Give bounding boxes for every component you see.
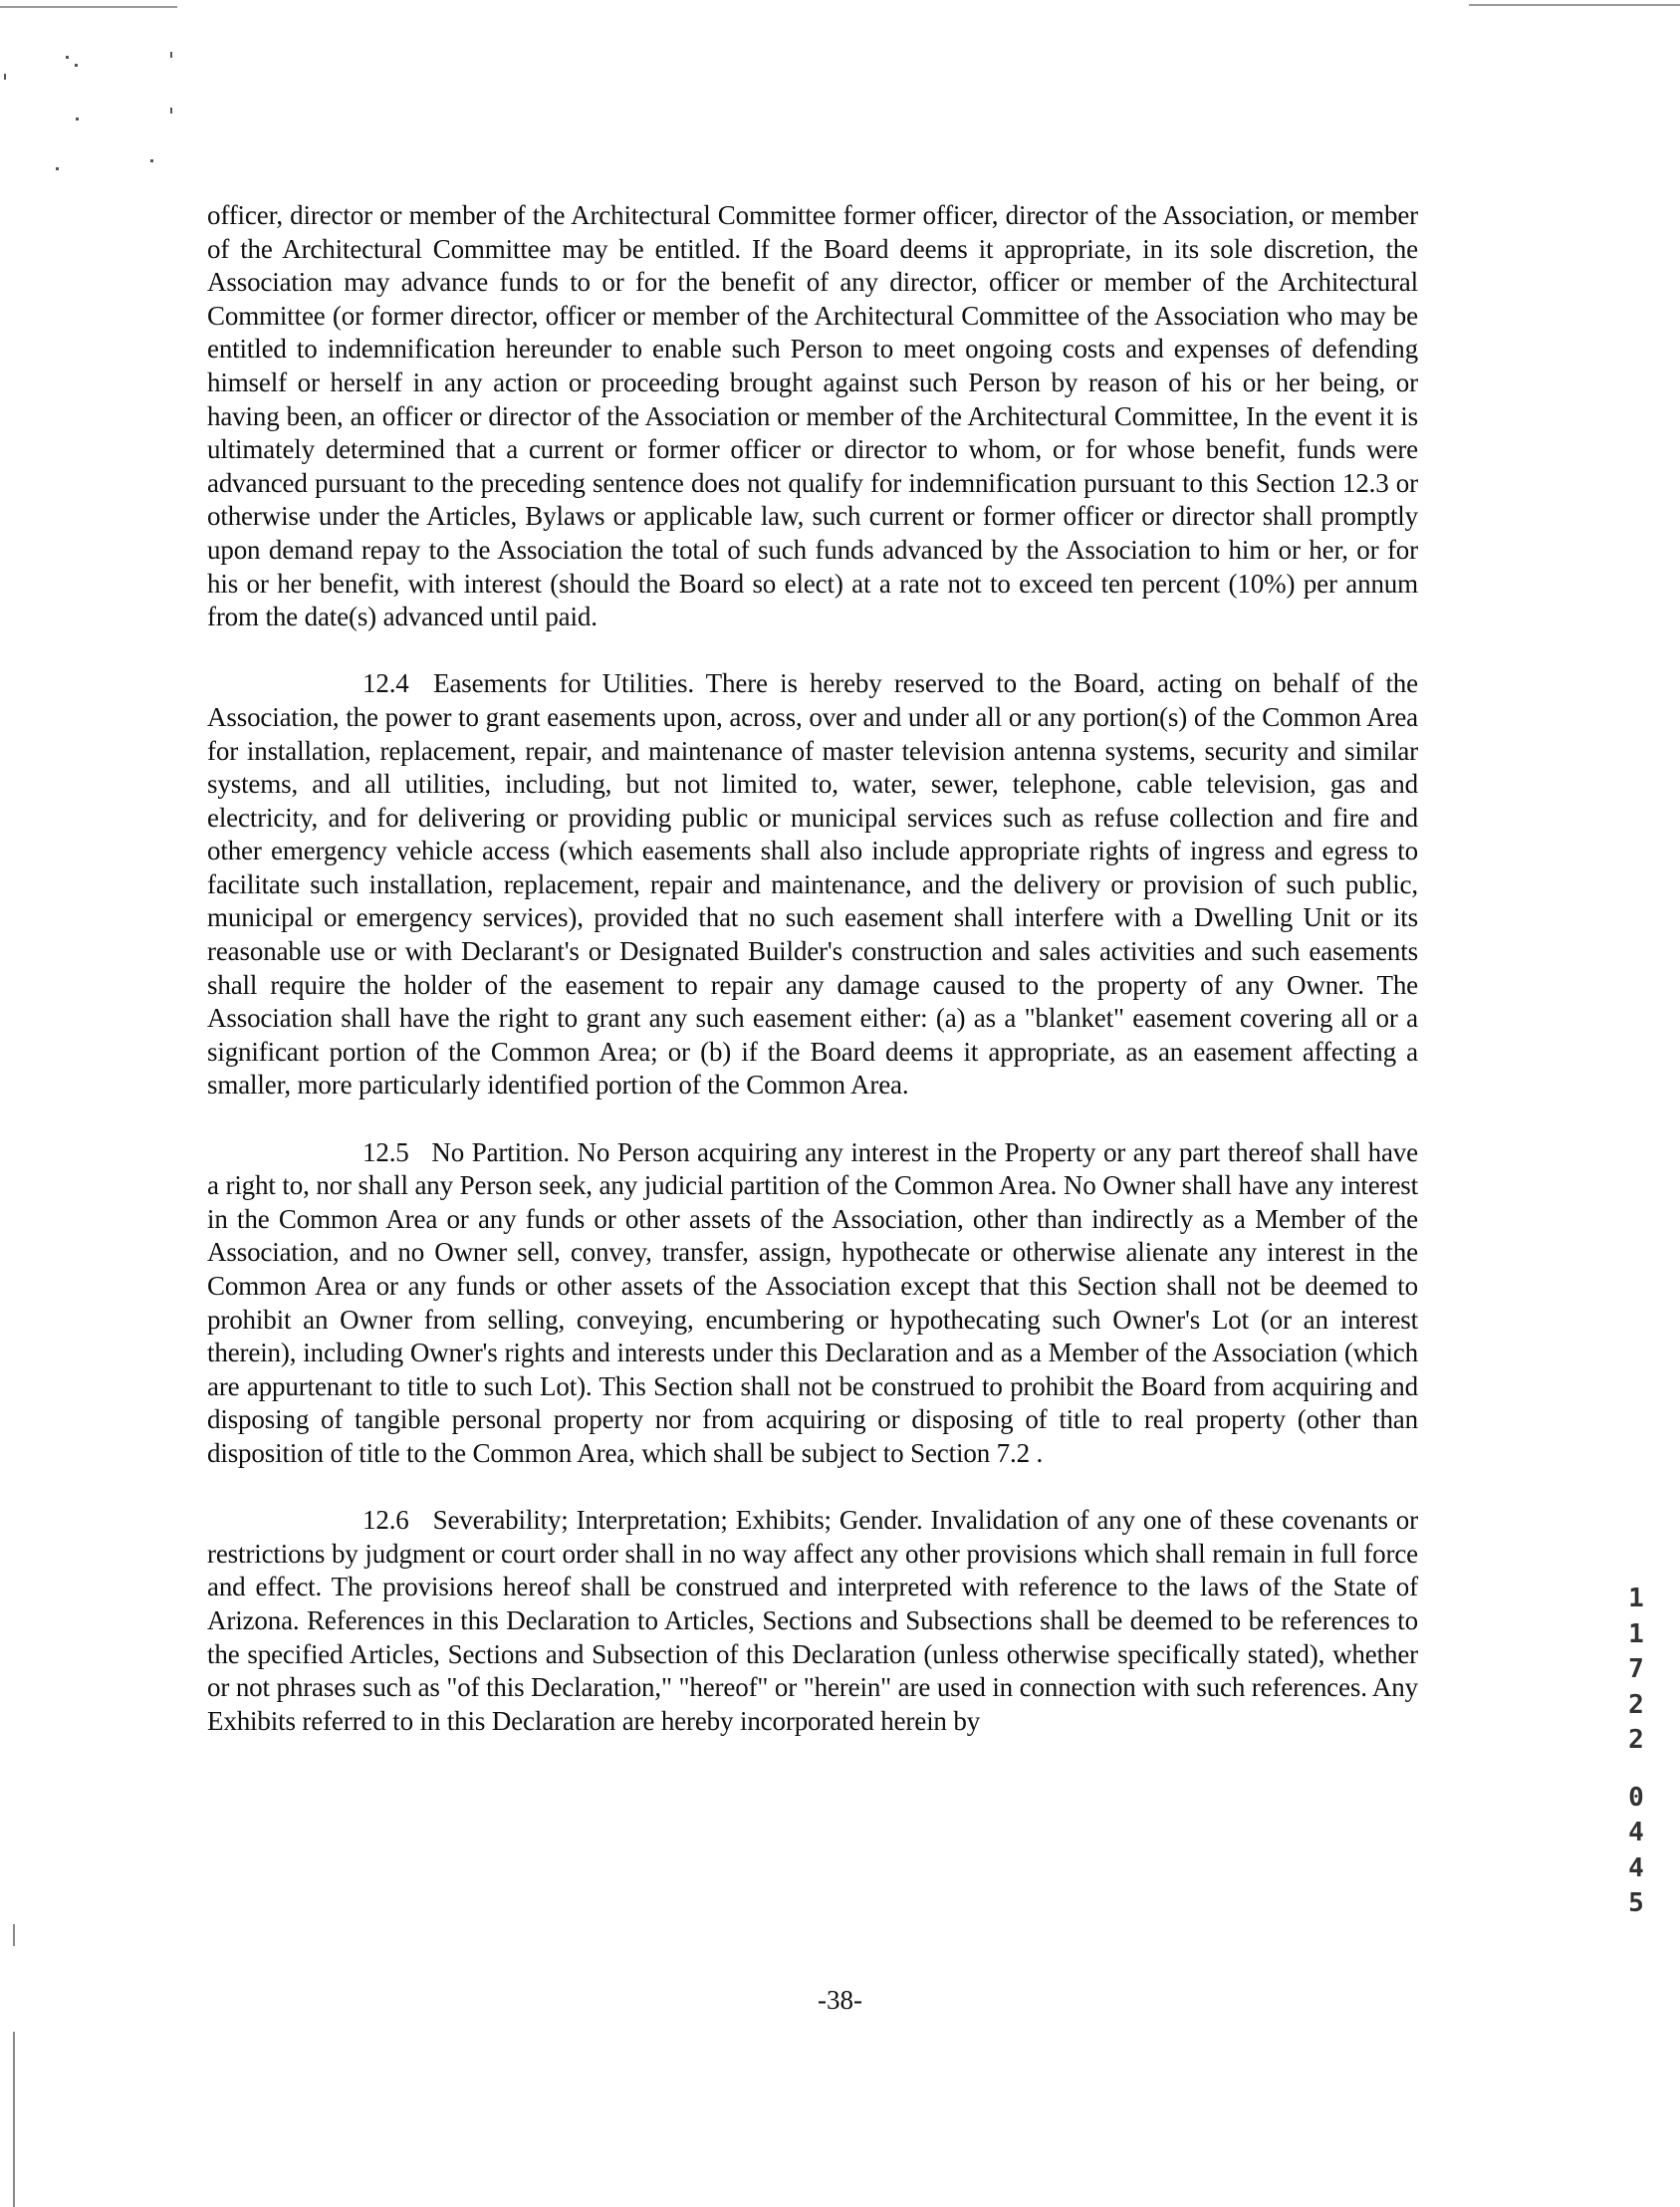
scan-margin-line [13,2032,15,2207]
docket-digit: 7 [1628,1654,1644,1684]
scan-edge-mark-left [0,6,177,8]
scan-speck [170,108,172,114]
scan-speck [75,64,78,67]
docket-digit: 5 [1628,1888,1644,1918]
page-number: -38- [818,1985,862,2015]
scan-speck [170,52,172,58]
section-number: 12.6 [362,1505,409,1536]
scan-speck [76,118,79,121]
recording-docket-number [1621,1582,1651,1922]
document-body [207,199,1418,1738]
docket-digit: 0 [1628,1782,1644,1813]
docket-digit: 4 [1628,1852,1644,1883]
paragraph-section-12-5 [207,1136,1418,1471]
docket-digit: 2 [1628,1725,1644,1755]
paragraph-continuation [207,199,1418,634]
scan-speck [56,167,59,170]
scan-speck [150,159,153,162]
section-number: 12.4 [362,668,409,699]
docket-digit: 4 [1628,1818,1644,1847]
paragraph-text: No Partition. No Person acquiring any interest in the Property or any part thereof shall have a right to, nor shall any Person seek, any judicial partition of the Common Area. No Owner shall have any interest in the Common Area or any funds or other assets of the Association, other than indirectly as a Member of the Association, and no Owner sell, convey, transfer, assign, hypothecate or otherwise alienate any interest in the Common Area or any funds or other assets of the Association except that this Section shall not be deemed to prohibit an Owner from selling, conveying, encumbering or hypothecating such Owner's Lot (or an interest therein), including Owner's rights and interests under this Declaration and as a Member of the Association (which are appurtenant to title to such Lot). This Section shall not be construed to prohibit the Board from acquiring and disposing of tangible personal property nor from acquiring or disposing of title to real property (other than disposition of title to the Common Area, which shall be subject to Section 7.2 . [207,1136,1418,1468]
section-number: 12.5 [362,1136,409,1167]
scan-margin-line [13,1924,15,1946]
docket-digit: 1 [1628,1618,1644,1649]
paragraph-text: Easements for Utilities. There is hereby reserved to the Board, acting on behalf of the Association, the power to grant easements upon, across, over and under all or any portion(s) of the Common Area for installation, replacement, repair, and maintenance of master television antenna systems, security and similar systems, and all utilities, including, but not limited to, water, sewer, telephone, cable television, gas and electricity, and for delivering or providing public or municipal services such as refuse collection and fire and other emergency vehicle access (which easements shall also include appropriate rights of ingress and egress to facilitate such installation, replacement, repair and maintenance, and the delivery or provision of such public, municipal or emergency services), provided that no such easement shall interfere with a Dwelling Unit or its reasonable use or with Declarant's or Designated Builder's construction and sales activities and such easements shall require the holder of the easement to repair any damage caused to the property of any Owner. The Association shall have the right to grant any such easement either: (a) as a "blanket" easement covering all or a significant portion of the Common Area; or (b) if the Board deems it appropriate, as an easement affecting a smaller, more particularly identified portion of the Common Area. [207,668,1418,1101]
scan-speck [4,74,6,80]
paragraph-text: Severability; Interpretation; Exhibits; Gender. Invalidation of any one of these covenants or restrictions by judgment or court order shall in no way affect any other provisions which shall remain in full force and effect. The provisions hereof shall be construed and interpreted with reference to the laws of the State of Arizona. References in this Declaration to Articles, Sections and Subsections shall be deemed to be references to the specified Articles, Sections and Subsection of this Declaration (unless otherwise specifically stated), whether or not phrases such as "of this Declaration," "hereof" or "herein" are used in connection with such references. Any Exhibits referred to in this Declaration are hereby incorporated herein by [207,1505,1418,1736]
scan-speck [66,56,69,59]
paragraph-text: officer, director or member of the Architectural Committee former officer, director of the Association, or member of the Architectural Committee may be entitled. If the Board deems it appropriate, in its sole discretion, the Association may advance funds to or for the benefit of any director, officer or member of the Architectural Committee (or former director, officer or member of the Architectural Committee of the Association who may be entitled to indemnification hereunder to enable such Person to meet ongoing costs and expenses of defending himself or herself in any action or proceeding brought against such Person by reason of his or her being, or having been, an officer or director of the Association or member of the Architectural Committee, In the event it is ultimately determined that a current or former officer or director to whom, or for whose benefit, funds were advanced pursuant to the preceding sentence does not qualify for indemnification pursuant to this Section 12.3 or otherwise under the Articles, Bylaws or applicable law, such current or former officer or director shall promptly upon demand repay to the Association the total of such funds advanced by the Association to him or her, or for his or her benefit, with interest (should the Board so elect) at a rate not to exceed ten percent (10%) per annum from the date(s) advanced until paid. [207,200,1418,632]
scan-edge-mark-right [1469,4,1680,6]
docket-digit: 2 [1628,1689,1644,1720]
paragraph-section-12-4 [207,667,1418,1103]
paragraph-section-12-6 [207,1504,1418,1738]
docket-digit: 1 [1628,1584,1644,1613]
